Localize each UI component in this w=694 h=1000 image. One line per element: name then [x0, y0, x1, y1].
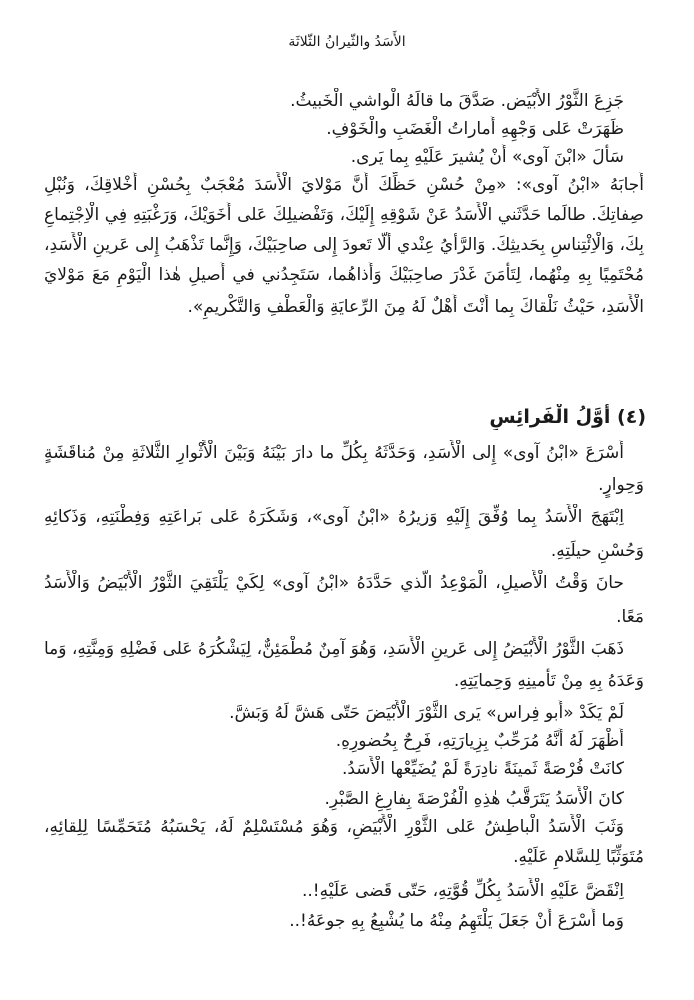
text-line: مَعًا. — [616, 607, 644, 627]
text-line: وَعَدَهُ بِهِ مِنْ تَأْمينِهِ وَحِمايَتِهِ. — [453, 671, 644, 691]
text-line: بِكَ، وَالْاِئْتِناسِ بِحَديثِكَ. وَالرَّأْيُ عِنْدي أَلّا تَعودَ إِلى صاحِبَيْكَ، وَإِنَّما تَذْهَبُ إِلى عَرينِ الْأَسَدِ، — [44, 235, 644, 255]
text-line: كانَ الْأَسَدُ يَتَرَقَّبُ هٰذِهِ الْفُرْصَةَ بِفارِغِ الصَّبْرِ. — [324, 789, 624, 809]
text-line: أَظْهَرَ لَهُ أَنَّهُ مُرَحِّبٌ بِزِيارَتِهِ، فَرِحٌ بِحُضورِهِ. — [335, 731, 624, 751]
text-line: أَسْرَعَ «ابْنُ آوى» إِلى الْأَسَدِ، وَحَدَّثَهُ بِكُلِّ ما دارَ بَيْنَهُ وَبَيْنَ الْأَثْوارِ الثَّلاثَةِ مِنْ مُناقَشَةٍ — [44, 443, 624, 463]
text-line: أَجابَهُ «ابْنُ آوى»: «مِنْ حُسْنِ حَظِّكَ أَنَّ مَوْلايَ الْأَسَدَ مُعْجَبٌ بِحُسْنِ أَخْلاقِكَ، وَنُبْلِ — [44, 175, 644, 195]
text-line: صِفاتِكَ. طالَما حَدَّثَني الْأَسَدُ عَنْ شَوْقِهِ إِلَيْكَ، وَتَفْضيلِكَ عَلى أَخَوَيْكَ، وَرَغْبَتِهِ فِي الْاِجْتِماعِ — [44, 205, 644, 225]
text-line: وَحِوارٍ. — [598, 475, 644, 495]
text-line: كانَتْ فُرْصَةً ثَمينَةً نادِرَةً لَمْ يُضَيِّعْها الْأَسَدُ. — [341, 759, 624, 779]
text-line: مُتَوَثِّبًا لِلسَّلامِ عَلَيْهِ. — [513, 847, 644, 867]
text-line: حانَ وَقْتُ الْأَصيلِ، الْمَوْعِدُ الَّذي حَدَّدَهُ «ابْنُ آوى» لِكَيْ يَلْتَقِيَ الثَّوْرُ الْأَبْيَضُ وَالْأَسَدُ — [44, 573, 624, 593]
text-line: ظَهَرَتْ عَلى وَجْهِهِ أَماراتُ الْغَضَبِ والْخَوْفِ. — [326, 119, 624, 139]
page-header: الأَسَدُ والثّيرانُ الثّلاثَة — [288, 34, 406, 50]
text-line: اِبْتَهَجَ الْأَسَدُ بِما وُفِّقَ إِلَيْهِ وَزيرُهُ «ابْنُ آوى»، وَشَكَرَهُ عَلى بَراعَتِهِ وَفِطْنَتِهِ، وَذَكائِهِ — [44, 507, 624, 527]
text-line: سَأَلَ «ابْنَ آوى» أَنْ يُشيرَ عَلَيْهِ بِما يَرى. — [350, 147, 624, 167]
section-heading: (٤) أَوَّلُ الْفَرائِسِ — [489, 406, 646, 428]
text-line: مُحْتَمِيًا بِهِ مِنْهُما، لِتَأْمَنَ غَدْرَ صاحِبَيْكَ وَأَذاهُما، سَتَجِدُني في أَصيلِ هٰذا الْيَوْمِ مَعَ مَوْلايَ — [44, 265, 644, 285]
text-line: ذَهَبَ الثَّوْرُ الْأَبْيَضُ إِلى عَرينِ الْأَسَدِ، وَهُوَ آمِنٌ مُطْمَئِنٌّ، لِيَشْكُرَهُ عَلى فَضْلِهِ وَمِنَّتِهِ، وَما — [44, 639, 624, 659]
text-line: جَزِعَ الثَّوْرُ الأَبْيَض. صَدَّقَ ما قالَهُ الْواشي الْخَبيثُ. — [290, 91, 624, 111]
text-line: الْأَسَدِ، حَيْثُ نَلْقاكَ بِما أَنْتَ أَهْلٌ لَهُ مِنَ الرِّعايَةِ وَالْعَطْفِ وَالتَّكْريمِ». — [187, 297, 644, 317]
text-line: وَما أَسْرَعَ أَنْ جَعَلَ يَلْتَهِمُ مِنْهُ ما يُشْبِعُ بِهِ جوعَهُ!.. — [289, 911, 624, 931]
text-line: وَحُسْنِ حيلَتِهِ. — [550, 541, 644, 561]
text-line: لَمْ يَكَدْ «أَبو فِراس» يَرى الثَّوْرَ الْأَبْيَضَ حَتّى هَشَّ لَهُ وَبَشَّ. — [229, 703, 624, 723]
text-line: وَثَبَ الْأَسَدُ الْباطِشُ عَلى الثَّوْرِ الْأَبْيَضِ، وَهُوَ مُسْتَسْلِمٌ لَهُ، يَحْسَبُهُ مُتَحَمِّسًا لِلِقائِهِ، — [44, 817, 624, 837]
text-line: اِنْقَضَّ عَلَيْهِ الْأَسَدُ بِكُلِّ قُوَّتِهِ، حَتّى قَضى عَلَيْهِ!.. — [301, 881, 624, 901]
